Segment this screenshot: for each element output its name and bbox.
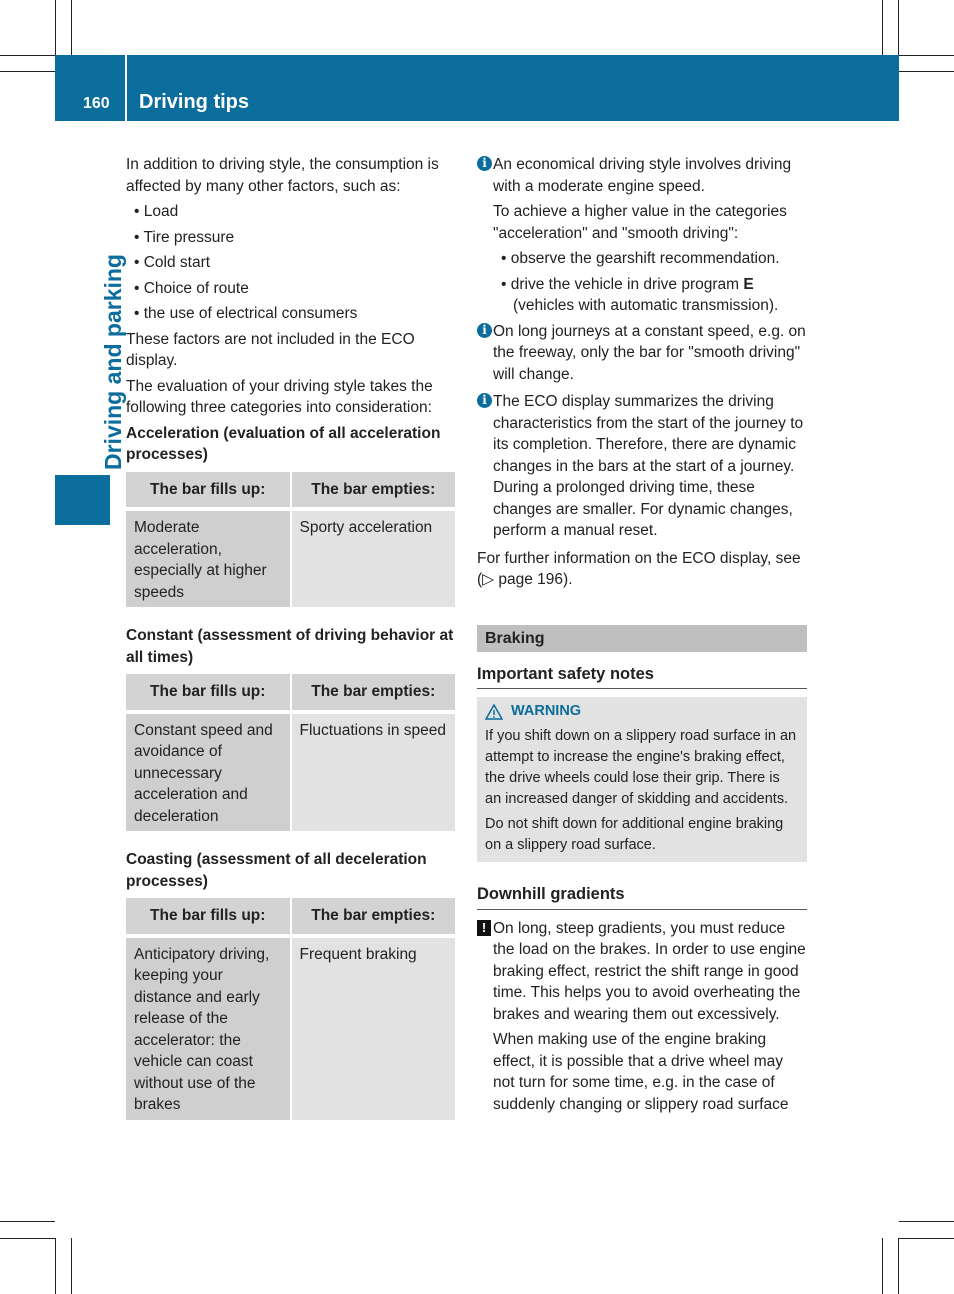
column-header: The bar empties: bbox=[291, 472, 456, 510]
table-cell: Anticipatory driving, keeping your distance and early release of the accelerator: the vehicle can coast without use of the brakes bbox=[126, 936, 291, 1120]
crop-mark bbox=[898, 0, 899, 55]
subsection-heading: Downhill gradients bbox=[477, 884, 807, 910]
info-note bbox=[477, 321, 807, 386]
info-text: To achieve a higher value in the categories "acceleration" and "smooth driving": bbox=[493, 203, 787, 242]
warning-text: Do not shift down for additional engine braking on a slippery road surface. bbox=[485, 816, 784, 853]
column-header: The bar fills up: bbox=[126, 674, 291, 712]
page-number: 160 bbox=[83, 95, 110, 112]
crop-mark bbox=[898, 1238, 899, 1294]
list-item: • Cold start bbox=[134, 254, 211, 271]
not-included-text: These factors are not included in the ECO display. bbox=[126, 330, 415, 369]
info-text: An economical driving style involves driving with a moderate engine speed. bbox=[493, 156, 792, 195]
info-icon: i bbox=[477, 323, 492, 338]
category-heading: Constant (assessment of driving behavior at all times) bbox=[126, 627, 454, 666]
list-item: • the use of electrical consumers bbox=[134, 305, 358, 322]
intro-text: In addition to driving style, the consumption is affected by many other factors, such as: bbox=[126, 156, 439, 195]
list-item: • observe the gearshift recommendation. bbox=[501, 250, 780, 267]
crop-mark bbox=[0, 55, 55, 56]
category-table bbox=[126, 674, 455, 831]
list-item: • Load bbox=[134, 203, 179, 220]
column-header: The bar fills up: bbox=[126, 898, 291, 936]
crop-mark bbox=[55, 1238, 56, 1294]
header-divider bbox=[125, 55, 127, 121]
column-header: The bar empties: bbox=[291, 674, 456, 712]
crop-mark bbox=[0, 1221, 55, 1222]
table-cell: Frequent braking bbox=[291, 936, 456, 1120]
caution-text: When making use of the engine braking effect, it is possible that a drive wheel may not turn for some time, e.g. in the case of suddenly changing or slippery road surface bbox=[493, 1031, 789, 1113]
category-table bbox=[126, 472, 455, 608]
crop-mark bbox=[882, 1238, 883, 1294]
info-text: The ECO display summarizes the driving characteristics from the start of the journey to its completion. Therefore, there are dynamic changes in the bars at the start of a journey. During a prolonged driving time, these changes are smaller. For dynamic changes, perform a manual reset. bbox=[493, 393, 804, 539]
info-continuation bbox=[477, 201, 807, 317]
crop-mark bbox=[71, 1238, 72, 1294]
warning-text: If you shift down on a slippery road surface in an attempt to increase the engine's braking effect, the drive wheels could lose their grip. There is an increased danger of skidding and accidents. bbox=[485, 728, 797, 807]
evaluation-text: The evaluation of your driving style takes the following three categories into consideration: bbox=[126, 377, 433, 416]
crop-mark bbox=[899, 1221, 954, 1222]
category-table bbox=[126, 898, 455, 1120]
crop-mark bbox=[0, 1238, 55, 1239]
page-header bbox=[55, 55, 899, 121]
crop-mark bbox=[899, 55, 954, 56]
category-heading: Acceleration (evaluation of all acceleration processes) bbox=[126, 424, 441, 463]
table-cell: Constant speed and avoidance of unnecessary acceleration and deceleration bbox=[126, 712, 291, 832]
crop-mark bbox=[0, 71, 55, 72]
info-text: On long journeys at a constant speed, e.g. on the freeway, only the bar for "smooth driving" will change. bbox=[493, 322, 806, 383]
info-icon: i bbox=[477, 156, 492, 171]
crop-mark bbox=[55, 0, 56, 55]
subsection-heading: Important safety notes bbox=[477, 664, 807, 690]
caution-text: On long, steep gradients, you must reduce the load on the brakes. In order to use engine braking effect, restrict the shift range in good time. This helps you to avoid overheating the brakes and wearing them out excessively. bbox=[493, 919, 806, 1023]
caution-continuation bbox=[477, 1029, 807, 1115]
section-title: Driving tips bbox=[139, 91, 250, 113]
section-bar: Braking bbox=[477, 625, 807, 652]
info-icon: i bbox=[477, 393, 492, 408]
list-item: • Tire pressure bbox=[134, 228, 235, 246]
list-item: • Choice of route bbox=[134, 279, 249, 297]
table-cell: Fluctuations in speed bbox=[291, 712, 456, 832]
info-note bbox=[477, 391, 807, 542]
list-item: • drive the vehicle in drive program E (vehicles with automatic transmission). bbox=[501, 275, 779, 314]
left-column bbox=[126, 154, 456, 1138]
category-heading: Coasting (assessment of all deceleration processes) bbox=[126, 851, 427, 890]
warning-triangle-icon bbox=[485, 704, 503, 720]
table-cell: Moderate acceleration, especially at higher speeds bbox=[126, 509, 291, 607]
chapter-tab bbox=[55, 475, 110, 525]
table-cell: Sporty acceleration bbox=[291, 509, 456, 607]
column-header: The bar fills up: bbox=[126, 472, 291, 510]
crop-mark bbox=[71, 0, 72, 55]
crop-mark bbox=[899, 71, 954, 72]
right-column bbox=[477, 154, 807, 1119]
crop-mark bbox=[882, 0, 883, 55]
warning-title bbox=[485, 701, 799, 722]
info-note bbox=[477, 154, 807, 197]
crop-mark bbox=[899, 1238, 954, 1239]
factor-list bbox=[126, 201, 456, 325]
caution-note bbox=[477, 918, 807, 1026]
chapter-label: Driving and parking bbox=[100, 254, 126, 470]
further-info-text: For further information on the ECO display, see (▷ page 196). bbox=[477, 549, 801, 588]
warning-box bbox=[477, 697, 807, 862]
exclamation-icon: ! bbox=[477, 920, 491, 936]
warning-label: WARNING bbox=[511, 703, 582, 719]
column-header: The bar empties: bbox=[291, 898, 456, 936]
